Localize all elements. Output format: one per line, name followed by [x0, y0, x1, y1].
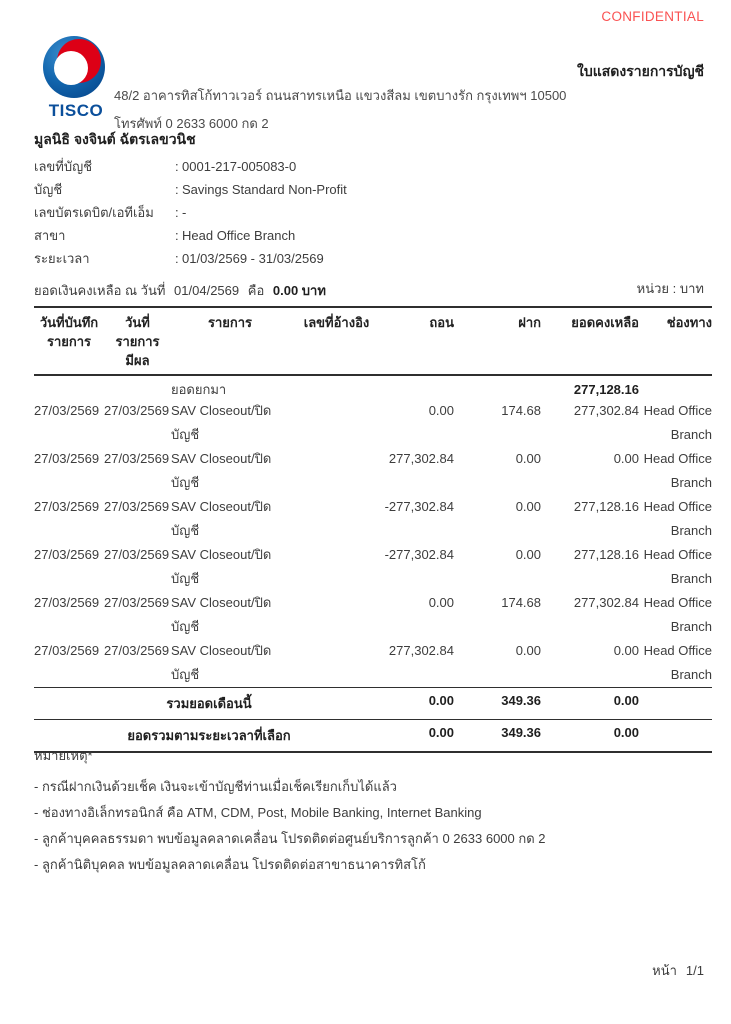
transaction-row — [34, 591, 712, 639]
remarks-section — [34, 745, 546, 878]
txn-withdrawal: -277,302.84 — [384, 499, 454, 514]
account-label: บัญชี — [34, 182, 63, 197]
account-label: เลขที่บัญชี — [34, 159, 93, 174]
txn-channel: Head Office Branch — [643, 499, 712, 538]
txn-withdrawal: 0.00 — [428, 595, 454, 610]
txn-description: SAV Closeout/ปิดบัญชี — [171, 499, 272, 538]
txn-effective-date: 27/03/2569 — [104, 547, 170, 562]
colon-separator: : — [175, 251, 179, 266]
txn-reference — [289, 495, 384, 543]
document-title: ใบแสดงรายการบัญชี — [577, 63, 704, 79]
account-row-card — [34, 201, 347, 224]
txn-balance: 0.00 — [613, 643, 639, 658]
txn-withdrawal: -277,302.84 — [384, 547, 454, 562]
col-header-channel: ช่องทาง — [666, 315, 712, 330]
txn-deposit: 0.00 — [515, 499, 541, 514]
account-label: สาขา — [34, 228, 66, 243]
tisco-wordmark: TISCO — [48, 101, 104, 120]
txn-reference — [289, 591, 384, 639]
account-row-branch — [34, 224, 347, 247]
opening-description: ยอดยกมา — [171, 382, 227, 397]
txn-channel: Head Office Branch — [643, 547, 712, 586]
txn-deposit: 0.00 — [515, 451, 541, 466]
confidential-stamp: CONFIDENTIAL — [601, 9, 704, 24]
txn-channel: Head Office Branch — [643, 643, 712, 682]
col-header-deposit: ฝาก — [518, 315, 541, 330]
txn-record-date: 27/03/2569 — [34, 451, 100, 466]
monthly-total-row — [34, 687, 712, 719]
period-total-withdrawal: 0.00 — [428, 725, 454, 740]
txn-deposit: 0.00 — [515, 547, 541, 562]
unit-note: หน่วย : บาท — [636, 281, 704, 296]
txn-record-date: 27/03/2569 — [34, 547, 100, 562]
txn-deposit: 174.68 — [501, 403, 541, 418]
txn-reference — [289, 543, 384, 591]
opening-balance-row — [34, 376, 712, 399]
account-details — [34, 155, 347, 270]
page-number-value: 1/1 — [685, 963, 704, 978]
col-header-withdrawal: ถอน — [429, 315, 454, 330]
account-label: เลขบัตรเดบิต/เอทีเอ็ม — [34, 205, 154, 220]
txn-channel: Head Office Branch — [643, 403, 712, 442]
txn-deposit: 174.68 — [501, 595, 541, 610]
remark-line: - ลูกค้านิติบุคคล พบข้อมูลคลาดเคลื่อน โปรดติดต่อสาขาธนาคารทิสโก้ — [34, 857, 426, 872]
txn-effective-date: 27/03/2569 — [104, 451, 170, 466]
txn-channel: Head Office Branch — [643, 451, 712, 490]
txn-withdrawal: 277,302.84 — [388, 643, 454, 658]
txn-balance: 277,302.84 — [573, 403, 639, 418]
txn-record-date: 27/03/2569 — [34, 499, 100, 514]
txn-withdrawal: 277,302.84 — [388, 451, 454, 466]
balance-prefix: ยอดเงินคงเหลือ ณ วันที่ — [34, 283, 166, 298]
txn-deposit: 0.00 — [515, 643, 541, 658]
remark-line: - ลูกค้าบุคคลธรรมดา พบข้อมูลคลาดเคลื่อน โปรดติดต่อศูนย์บริการลูกค้า 0 2633 6000 กด 2 — [34, 831, 546, 846]
account-value: 0001-217-005083-0 — [182, 159, 297, 174]
transaction-row — [34, 447, 712, 495]
transaction-row — [34, 399, 712, 447]
account-row-period — [34, 247, 347, 270]
col-header-effective-date: วันที่รายการ มีผล — [115, 315, 160, 368]
account-value: - — [182, 205, 187, 220]
remark-line: - ช่องทางอิเล็กทรอนิกส์ คือ ATM, CDM, Post, Mobile Banking, Internet Banking — [34, 805, 482, 820]
monthly-total-withdrawal: 0.00 — [428, 693, 454, 708]
txn-reference — [289, 639, 384, 687]
txn-channel: Head Office Branch — [643, 595, 712, 634]
bank-phone: โทรศัพท์ 0 2633 6000 กด 2 — [114, 116, 269, 131]
period-total-balance: 0.00 — [613, 725, 639, 740]
col-header-description: รายการ — [207, 315, 253, 330]
txn-balance: 277,128.16 — [573, 499, 639, 514]
txn-description: SAV Closeout/ปิดบัญชี — [171, 547, 272, 586]
txn-record-date: 27/03/2569 — [34, 403, 100, 418]
colon-separator: : — [175, 159, 179, 174]
txn-balance: 0.00 — [613, 451, 639, 466]
txn-effective-date: 27/03/2569 — [104, 403, 170, 418]
col-header-balance: ยอดคงเหลือ — [571, 315, 639, 330]
account-label: ระยะเวลา — [34, 251, 90, 266]
remarks-title: หมายเหตุ* — [34, 748, 93, 763]
txn-record-date: 27/03/2569 — [34, 643, 100, 658]
table-header-row — [34, 308, 712, 376]
page-number — [652, 960, 704, 981]
monthly-total-deposit: 349.36 — [501, 693, 541, 708]
txn-description: SAV Closeout/ปิดบัญชี — [171, 451, 272, 490]
bank-address: 48/2 อาคารทิสโก้ทาวเวอร์ ถนนสาทรเหนือ แขวงสีลม เขตบางรัก กรุงเทพฯ 10500 — [114, 88, 567, 103]
transaction-row — [34, 495, 712, 543]
txn-effective-date: 27/03/2569 — [104, 643, 170, 658]
opening-balance: 277,128.16 — [573, 382, 639, 397]
transaction-row — [34, 543, 712, 591]
remark-line: - กรณีฝากเงินด้วยเช็ค เงินจะเข้าบัญชีท่านเมื่อเช็คเรียกเก็บได้แล้ว — [34, 779, 397, 794]
txn-reference — [289, 447, 384, 495]
txn-effective-date: 27/03/2569 — [104, 595, 170, 610]
colon-separator: : — [175, 228, 179, 243]
colon-separator: : — [175, 205, 179, 220]
txn-description: SAV Closeout/ปิดบัญชี — [171, 595, 272, 634]
account-value: 01/03/2569 - 31/03/2569 — [182, 251, 324, 266]
tisco-logo-icon — [40, 34, 112, 100]
colon-separator: : — [175, 182, 179, 197]
monthly-total-label: รวมยอดเดือนนี้ — [166, 696, 252, 711]
transaction-table — [34, 306, 712, 753]
balance-amount: 0.00 บาท — [272, 283, 326, 298]
txn-record-date: 27/03/2569 — [34, 595, 100, 610]
balance-date: 01/04/2569 — [174, 283, 240, 298]
balance-as-of-line — [34, 280, 326, 301]
period-total-deposit: 349.36 — [501, 725, 541, 740]
txn-withdrawal: 0.00 — [428, 403, 454, 418]
monthly-total-balance: 0.00 — [613, 693, 639, 708]
account-row-type — [34, 178, 347, 201]
txn-description: SAV Closeout/ปิดบัญชี — [171, 643, 272, 682]
txn-balance: 277,302.84 — [573, 595, 639, 610]
account-value: Head Office Branch — [182, 228, 296, 243]
txn-effective-date: 27/03/2569 — [104, 499, 170, 514]
page-number-label: หน้า — [652, 963, 677, 978]
col-header-record-date: วันที่บันทึก รายการ — [39, 315, 99, 349]
account-row-number — [34, 155, 347, 178]
account-value: Savings Standard Non-Profit — [182, 182, 347, 197]
txn-description: SAV Closeout/ปิดบัญชี — [171, 403, 272, 442]
balance-middle: คือ — [247, 283, 265, 298]
customer-name: มูลนิธิ จงจินต์ ฉัตรเลขวนิช — [34, 131, 196, 147]
txn-reference — [289, 399, 384, 447]
transaction-row — [34, 639, 712, 687]
tisco-logo — [40, 34, 112, 121]
col-header-reference: เลขที่อ้างอิง — [303, 315, 370, 330]
txn-balance: 277,128.16 — [573, 547, 639, 562]
period-total-label: ยอดรวมตามระยะเวลาที่เลือก — [127, 728, 291, 743]
